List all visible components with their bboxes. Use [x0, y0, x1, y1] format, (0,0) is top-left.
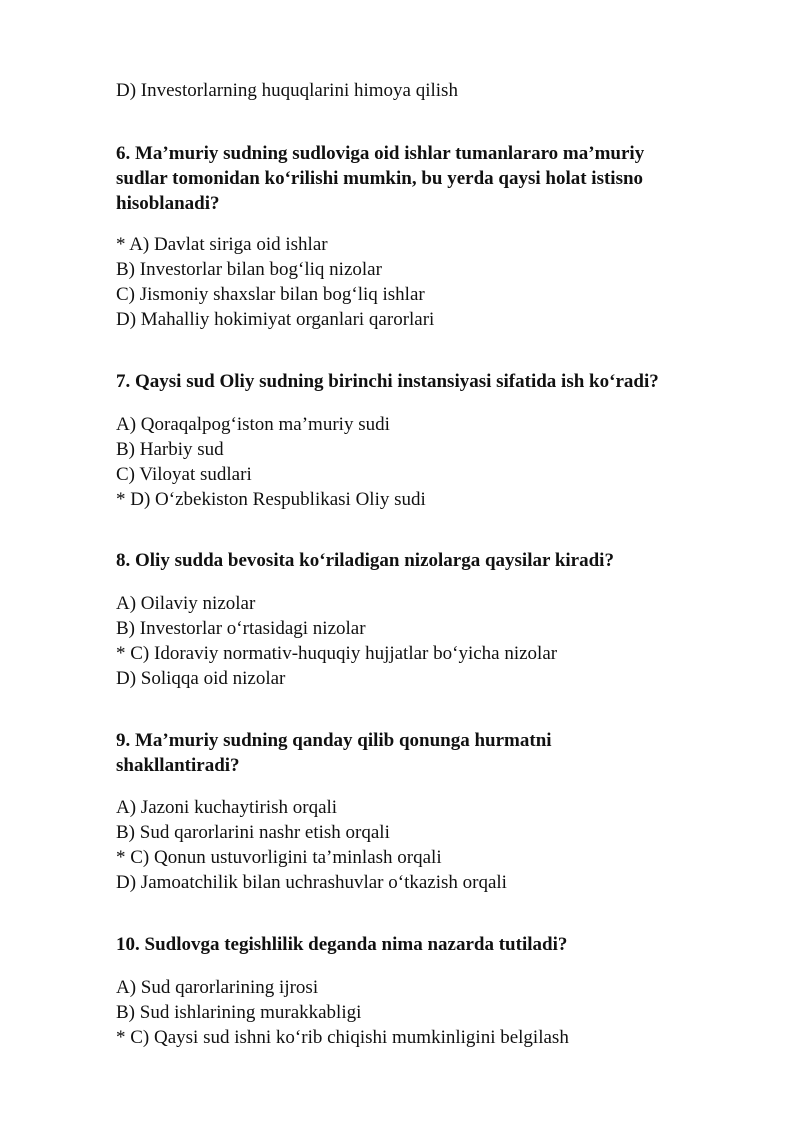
option-text: D) Investorlarning huquqlarini himoya qilish: [116, 80, 458, 101]
answer-option: B) Investorlar bilan bog‘liq nizolar: [116, 259, 382, 280]
question-title: [116, 728, 756, 778]
question-title-line: hisoblanadi?: [116, 193, 220, 214]
question-6-options: [116, 232, 756, 332]
question-title: [116, 369, 756, 394]
question-title-line: 9. Ma’muriy sudning qanday qilib qonunga hurmatni: [116, 730, 552, 751]
answer-option: * D) O‘zbekiston Respublikasi Oliy sudi: [116, 489, 426, 510]
answer-option: C) Jismoniy shaxslar bilan bog‘liq ishlar: [116, 284, 425, 305]
question-10: [116, 932, 756, 957]
question-title: [116, 548, 756, 573]
question-8: [116, 548, 756, 573]
answer-option: A) Jazoni kuchaytirish orqali: [116, 797, 338, 818]
question-10-options: [116, 975, 756, 1050]
answer-option: C) Viloyat sudlari: [116, 464, 252, 485]
answer-option: A) Qoraqalpog‘iston ma’muriy sudi: [116, 414, 390, 435]
question-6: [116, 141, 756, 216]
answer-option: B) Sud qarorlarini nashr etish orqali: [116, 822, 390, 843]
answer-option: D) Mahalliy hokimiyat organlari qarorlari: [116, 309, 435, 330]
answer-option: D) Jamoatchilik bilan uchrashuvlar o‘tkazish orqali: [116, 872, 507, 893]
answer-option: D) Soliqqa oid nizolar: [116, 668, 286, 689]
question-title-line: sudlar tomonidan ko‘rilishi mumkin, bu yerda qaysi holat istisno: [116, 168, 644, 189]
answer-option: B) Investorlar o‘rtasidagi nizolar: [116, 618, 366, 639]
answer-option: A) Sud qarorlarining ijrosi: [116, 977, 319, 998]
answer-option: B) Sud ishlarining murakkabligi: [116, 1002, 362, 1023]
question-title: [116, 141, 756, 216]
question-title-line: 10. Sudlovga tegishlilik deganda nima nazarda tutiladi?: [116, 934, 568, 955]
question-title-line: 6. Ma’muriy sudning sudloviga oid ishlar tumanlararo ma’muriy: [116, 143, 645, 164]
answer-option: B) Harbiy sud: [116, 439, 224, 460]
answer-option: * C) Qaysi sud ishni ko‘rib chiqishi mumkinligini belgilash: [116, 1027, 569, 1048]
question-9-options: [116, 795, 756, 895]
question-title-line: shakllantiradi?: [116, 755, 240, 776]
answer-option: * C) Qonun ustuvorligini ta’minlash orqali: [116, 847, 442, 868]
question-8-options: [116, 591, 756, 691]
answer-option: * A) Davlat siriga oid ishlar: [116, 234, 328, 255]
question-title-line: 7. Qaysi sud Oliy sudning birinchi instansiyasi sifatida ish ko‘radi?: [116, 371, 659, 392]
question-9: [116, 728, 756, 778]
question-title: [116, 932, 756, 957]
answer-option: A) Oilaviy nizolar: [116, 593, 256, 614]
question-title-line: 8. Oliy sudda bevosita ko‘riladigan nizolarga qaysilar kiradi?: [116, 550, 614, 571]
answer-option: * C) Idoraviy normativ-huquqiy hujjatlar bo‘yicha nizolar: [116, 643, 558, 664]
question-7: [116, 369, 756, 394]
question-7-options: [116, 412, 756, 512]
